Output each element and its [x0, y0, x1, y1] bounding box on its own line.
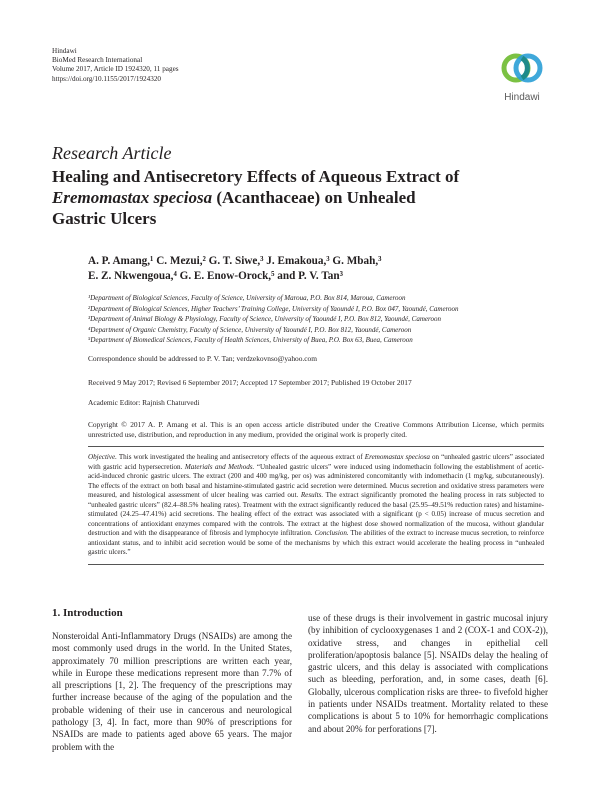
- affiliation-3: ³Department of Animal Biology & Physiology, Faculty of Science, University of Yaoundé I, P.O. Box 812, Yaoundé, Cameroon: [88, 315, 441, 324]
- title-part-2: (Acanthaceae) on Unhealed Gastric Ulcers: [52, 188, 416, 228]
- author-list: [88, 254, 528, 284]
- abstract-methods-text: “Unhealed gastric ulcers” were induced using indomethacin following the establishment of acetic-acid-induced chronic gastric ulcers. The extract (200 and 400 mg/kg, per os) was administered concomitantly with indomethacin (1 mg/kg, subcutaneously). The effects of the extract on both basal and histamine-stimulated gastric acid secretion were determined. Mucus secretion and oxidative stress parameters were measured, and histological assessment of ulcer healing was carried out.: [88, 462, 544, 499]
- affiliation-4: ⁴Department of Organic Chemistry, Faculty of Science, University of Yaoundé I, P.O. Box 812, Yaoundé, Cameroon: [88, 325, 412, 334]
- article-title: [52, 166, 472, 229]
- intro-column-1: Nonsteroidal Anti-Inflammatory Drugs (NSAIDs) are among the most commonly used drugs in the world. In the United States, approximately 70 million prescriptions are written each year, while in Europe these medications represent more than 7.7% of all prescriptions [1, 2]. The frequency of the prescriptions may further increase because of the aging of the population and the probable widening of their use in cancerous and neurological pathology [3, 4]. In fact, more than 90% of prescriptions for NSAIDs are made to patients aged above 65 years. The major problem with the: [52, 631, 292, 752]
- abstract-species: Eremomastax speciosa: [364, 453, 430, 461]
- journal-doi-link[interactable]: https://doi.org/10.1155/2017/1924320: [52, 74, 162, 83]
- title-species: Eremomastax speciosa: [52, 188, 213, 207]
- logo-wordmark: Hindawi: [504, 92, 540, 103]
- affiliations: [88, 293, 548, 346]
- hindawi-logo: [496, 46, 548, 108]
- title-part-1: Healing and Antisecretory Effects of Aqueous Extract of: [52, 167, 460, 186]
- abstract-results-text: The extract significantly promoted the healing process in rats subjected to “unhealed gastric ulcers” (82.4–88.5% healing rates). Treatment with the extract significantly reduced the basal (25.95–49.51% reduction rates) and histamine-stimulated (24.25–47.41%) acid secretions. The healing effect of the extract was associated with a significant (p < 0.05) increase of mucus secretion and concentrations of antioxidant enzymes compared with the controls. The extract at the highest dose showed normalization of the mucosa, without glandular destruction and with the disappearance of fibrosis and lymphocyte infiltration.: [88, 491, 544, 537]
- authors-line-2: E. Z. Nkwengoua,⁴ G. E. Enow-Orock,⁵ and P. V. Tan³: [88, 270, 343, 282]
- intro-column-2: use of these drugs is their involvement in gastric mucosal injury (by inhibition of cyclooxygenases 1 and 2 (COX-1 and COX-2)), oxidative stress, and changes in epithelial cell proliferation/apoptosis balance [5]. NSAIDs delay the healing of gastric ulcers, and this delay is associated with complications such as bleeding, perforation, and, in some cases, death [6]. Globally, ulcerous complication risks are three- to fivefold higher in patients under NSAIDs treatment. Mortality related to these complications is about 5 to 10% for hemorrhagic complications and about 20% for perforations [7].: [308, 613, 548, 734]
- abstract-objective-text-a: This work investigated the healing and antisecretory effects of the aqueous extract of: [116, 453, 365, 461]
- journal-publisher: Hindawi: [52, 47, 77, 55]
- abstract: [88, 446, 544, 565]
- article-dates: Received 9 May 2017; Revised 6 September 2017; Accepted 17 September 2017; Published 19 October 2017: [88, 378, 412, 387]
- abstract-conclusion-label: Conclusion.: [314, 529, 349, 537]
- affiliation-2: ²Department of Biological Sciences, Higher Teachers’ Training College, University of Yaoundé I, P.O. Box 047, Yaoundé, Cameroon: [88, 304, 459, 313]
- hindawi-logo-icon: [496, 46, 548, 92]
- abstract-conclusion-text: The abilities of the extract to increase mucus secretion, to reinforce antioxidant status, and to inhibit acid secretion would be some of the mechanisms by which this extract would accelerate the healing process in “unhealed gastric ulcers.”: [88, 529, 544, 556]
- abstract-methods-label: Materials and Methods.: [184, 462, 255, 471]
- journal-volume: Volume 2017, Article ID 1924320, 11 pages: [52, 65, 179, 74]
- article-category: Research Article: [52, 143, 172, 163]
- affiliation-5: ⁵Department of Biomedical Sciences, Faculty of Health Sciences, University of Buea, P.O. Box 63, Buea, Cameroon: [88, 336, 413, 345]
- journal-name: BioMed Research International: [52, 56, 143, 65]
- abstract-objective-label: Objective.: [88, 453, 117, 461]
- authors-line-1: A. P. Amang,¹ C. Mezui,² G. T. Siwe,³ J. Emakoua,³ G. Mbah,³: [88, 255, 382, 267]
- abstract-results-label: Results.: [300, 491, 324, 499]
- affiliation-1: ¹Department of Biological Sciences, Faculty of Science, University of Maroua, P.O. Box 814, Maroua, Cameroon: [88, 294, 406, 302]
- journal-info: [52, 47, 179, 84]
- correspondence: Correspondence should be addressed to P. V. Tan; verdzekovnso@yahoo.com: [88, 354, 317, 363]
- copyright-notice: Copyright © 2017 A. P. Amang et al. This is an open access article distributed under the Creative Commons Attribution License, which permits unrestricted use, distribution, and reproduction in any medium, provided the original work is properly cited.: [88, 420, 544, 439]
- section-heading-introduction: 1. Introduction: [52, 607, 123, 619]
- abstract-objective-text-b: on “unhealed gastric ulcers” associated with gastric acid hypersecretion.: [88, 453, 545, 471]
- academic-editor: Academic Editor: Rajnish Chaturvedi: [88, 398, 200, 407]
